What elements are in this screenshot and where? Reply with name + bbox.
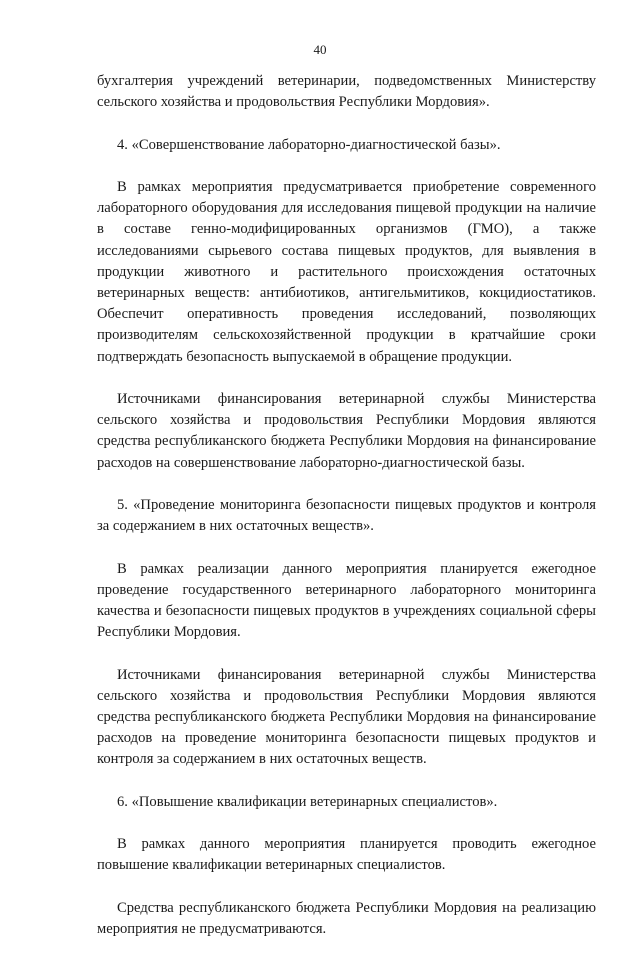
section-heading-6: 6. «Повышение квалификации ветеринарных специалистов». — [117, 793, 498, 810]
section-heading-5: 5. «Проведение мониторинга безопасности пищевых продуктов и контроля за содержанием в них остаточных веществ». — [97, 497, 596, 535]
paragraph-4-description: В рамках мероприятия предусматривается приобретение современного лабораторного оборудования для исследования пищевой продукции на наличие в составе генно-модифицированных организмов (ГМО), а также исследованиями сырьевого состава пищевых продуктов, для выявления в продукции животного и растительного происхождения остаточных ветеринарных веществ: антибиотиков, антигельмитиков, кокцидиостатиков. Обеспечит оперативность проведения исследований, позволяющих производителям сельскохозяйственной продукции в кратчайшие сроки подтверждать безопасность выпускаемой в обращение продукции. — [97, 178, 596, 365]
page-number: 40 — [313, 42, 327, 57]
document-body — [97, 71, 596, 961]
paragraph-5-funding: Источниками финансирования ветеринарной службы Министерства сельского хозяйства и продовольствия Республики Мордовия являются средства республиканского бюджета Республики Мордовия на финансирование расходов на проведение мониторинга безопасности пищевых продуктов и контроля за содержанием в них остаточных веществ. — [97, 666, 596, 768]
paragraph-5-description: В рамках реализации данного мероприятия планируется ежегодное проведение государственного ветеринарного лабораторного мониторинга качества и безопасности пищевых продуктов в учреждениях социальной сферы Республики Мордовия. — [97, 560, 596, 641]
paragraph-6-description: В рамках данного мероприятия планируется проводить ежегодное повышение квалификации ветеринарных специалистов. — [97, 836, 596, 874]
paragraph-4-funding: Источниками финансирования ветеринарной службы Министерства сельского хозяйства и продовольствия Республики Мордовия являются средства республиканского бюджета Республики Мордовия на финансирование расходов на совершенствование лабораторно-диагностической базы. — [97, 391, 596, 471]
section-heading-4: 4. «Совершенствование лабораторно-диагностической базы». — [117, 136, 501, 153]
paragraph-6-funding: Средства республиканского бюджета Республики Мордовия на реализацию мероприятия не предусматриваются. — [97, 899, 596, 937]
paragraph-continuation: бухгалтерия учреждений ветеринарии, подведомственных Министерству сельского хозяйства и продовольствия Республики Мордовия». — [97, 73, 596, 111]
